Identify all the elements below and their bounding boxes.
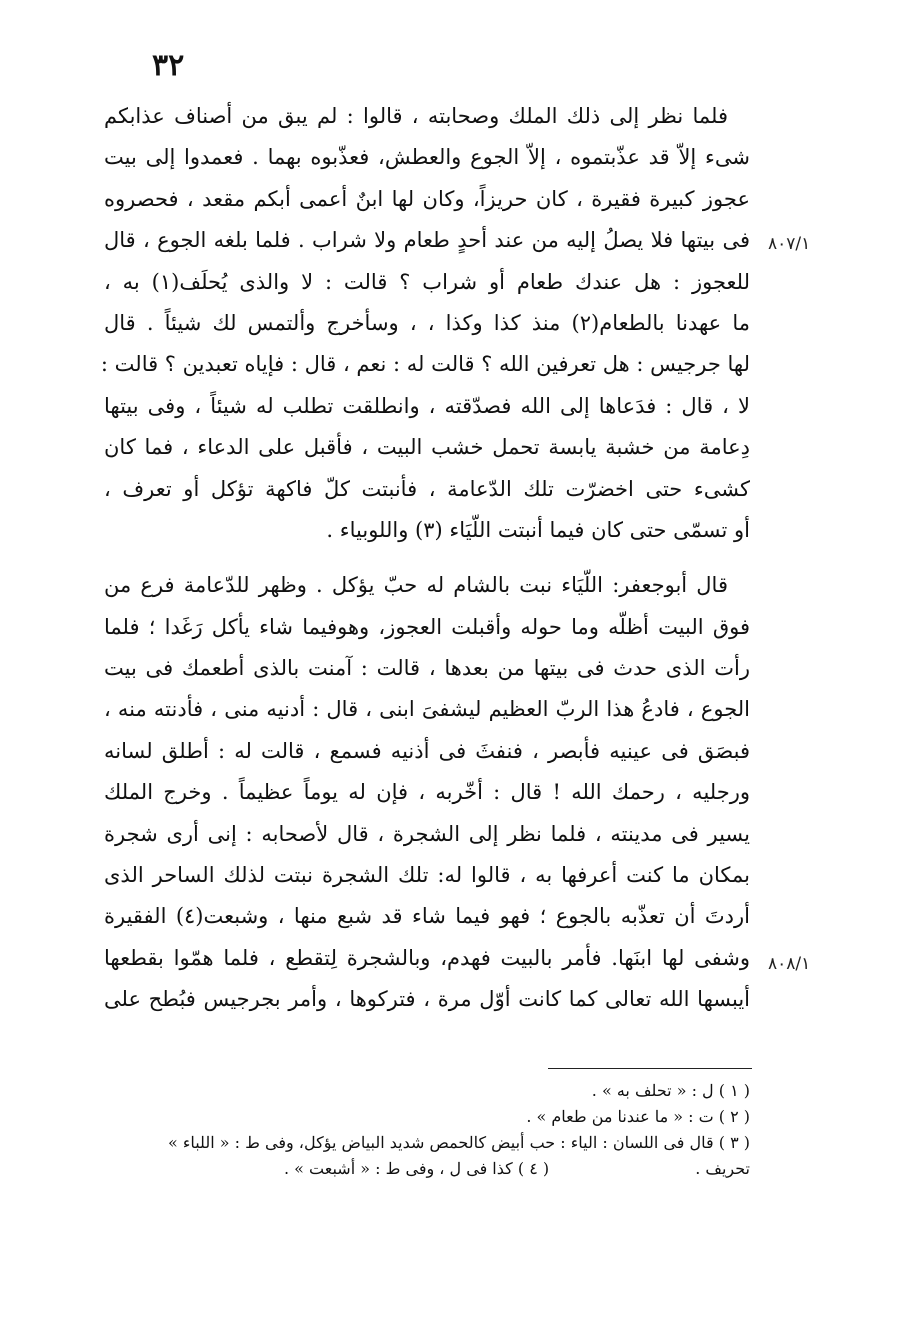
page-number: ٣٢ <box>152 48 185 83</box>
text-line: فى بيتها فلا يصلُ إليه من عند أحدٍ طعام ولا شراب . فلما بلغه الجوع ، قال <box>104 228 750 253</box>
text-line: لا ، قال : فدَعاها إلى الله فصدّقته ، وانطلقت تطلب له شيئاً ، وفى بيتها <box>104 393 750 418</box>
footnote-row <box>104 1156 750 1182</box>
text-line: أو تسمّى حتى كان فيما أنبتت اللّيَاء (٣) واللوبياء . <box>326 517 750 542</box>
body-text <box>100 96 750 1021</box>
paragraph <box>100 96 750 551</box>
text-line: ما عهدنا بالطعام(٢) منذ كذا وكذا ، ، وسأخرج وألتمس لك شيئاً . قال <box>104 310 750 335</box>
footnote: ( ٢ ) ت : « ما عندنا من طعام » . <box>526 1107 750 1126</box>
text-line: عجوز كبيرة فقيرة ، كان حريزاً، وكان لها ابنٌ أعمى أبكم مقعد ، فحصروه <box>104 186 750 211</box>
margin-note: ٨٠٧/١ <box>768 234 811 254</box>
text-line: أردتَ أن تعذّبه بالجوع ؛ فهو فيما شاء قد شبع منها ، وشبعت(٤) الفقيرة <box>104 904 750 929</box>
footnotes <box>104 1078 750 1182</box>
text-line: يسير فى مدينته ، فلما نظر إلى الشجرة ، قال لأصحابه : إنى أرى شجرة <box>104 821 750 846</box>
text-line: فبصَق فى عينيه فأبصر ، فنفثَ فى أذنيه فسمع ، قالت له : أطلق لسانه <box>104 738 750 763</box>
footnote-divider <box>548 1068 752 1069</box>
text-line: قال أبوجعفر: اللّيَاء نبت بالشام له حبّ يؤكل . وظهر للدّعامة فرع من <box>104 573 728 598</box>
text-line: كشىء حتى اخضرّت تلك الدّعامة ، فأنبتت كلّ فاكهة تؤكل أو تعرف ، <box>104 476 750 501</box>
text-line: دِعامة من خشبة يابسة تحمل خشب البيت ، فأقبل على الدعاء ، فما كان <box>104 435 750 460</box>
text-line: للعجوز : هل عندك طعام أو شراب ؟ قالت : لا والذى يُحلَف(١) به ، <box>104 269 750 294</box>
text-line: بمكان ما كنت أعرفها به ، قالوا له: تلك الشجرة نبتت لذلك الساحر الذى <box>104 863 750 888</box>
footnote: ( ١ ) ل : « تحلف به » . <box>591 1081 750 1100</box>
text-line: فوق البيت أظلّه وما حوله وأقبلت العجوز، وهوفيما شاء يأكل رَغَدا ؛ فلما <box>104 614 750 639</box>
text-line: شىء إلاّ قد عذّبتموه ، إلاّ الجوع والعطش، فعذّبوه بهما . فعمدوا إلى بيت <box>104 145 750 170</box>
paragraph <box>104 565 750 1020</box>
text-line: ورجليه ، رحمك الله ! قال : أخّربه ، فإن له يوماً عظيماً . وخرج الملك <box>104 780 750 805</box>
footnote: ( ٣ ) قال فى اللسان : الياء : حب أبيض كالحمص شديد البياض يؤكل، وفى ط : « اللباء » <box>167 1133 750 1152</box>
footnote-continuation: تحريف . <box>695 1159 750 1178</box>
text-line: فلما نظر إلى ذلك الملك وصحابته ، قالوا : لم يبق من أصناف عذابكم <box>104 104 728 128</box>
text-line: رأت الذى حدث فى بيتها من بعدها ، قالت : آمنت بالذى أطعمك فى بيت <box>104 656 750 681</box>
text-line: وشفى لها ابنَها. فأمر بالبيت فهدم، وبالشجرة لِتقطع ، فلما همّوا بقطعها <box>104 945 750 970</box>
footnote: ( ٤ ) كذا فى ل ، وفى ط : « أشبعت » . <box>284 1159 550 1178</box>
text-line: أيبسها الله تعالى كما كانت أوّل مرة ، فتركوها ، وأمر بجرجيس فبُطح على <box>104 987 750 1012</box>
margin-note: ٨٠٨/١ <box>768 954 811 974</box>
text-line: الجوع ، فادعُ هذا الربّ العظيم ليشفىَ ابنى ، قال : أدنيه منى ، فأدنته منه ، <box>104 697 750 722</box>
text-line: لها جرجيس : هل تعرفين الله ؟ قالت له : نعم ، قال : فإياه تعبدين ؟ قالت : <box>100 352 750 377</box>
